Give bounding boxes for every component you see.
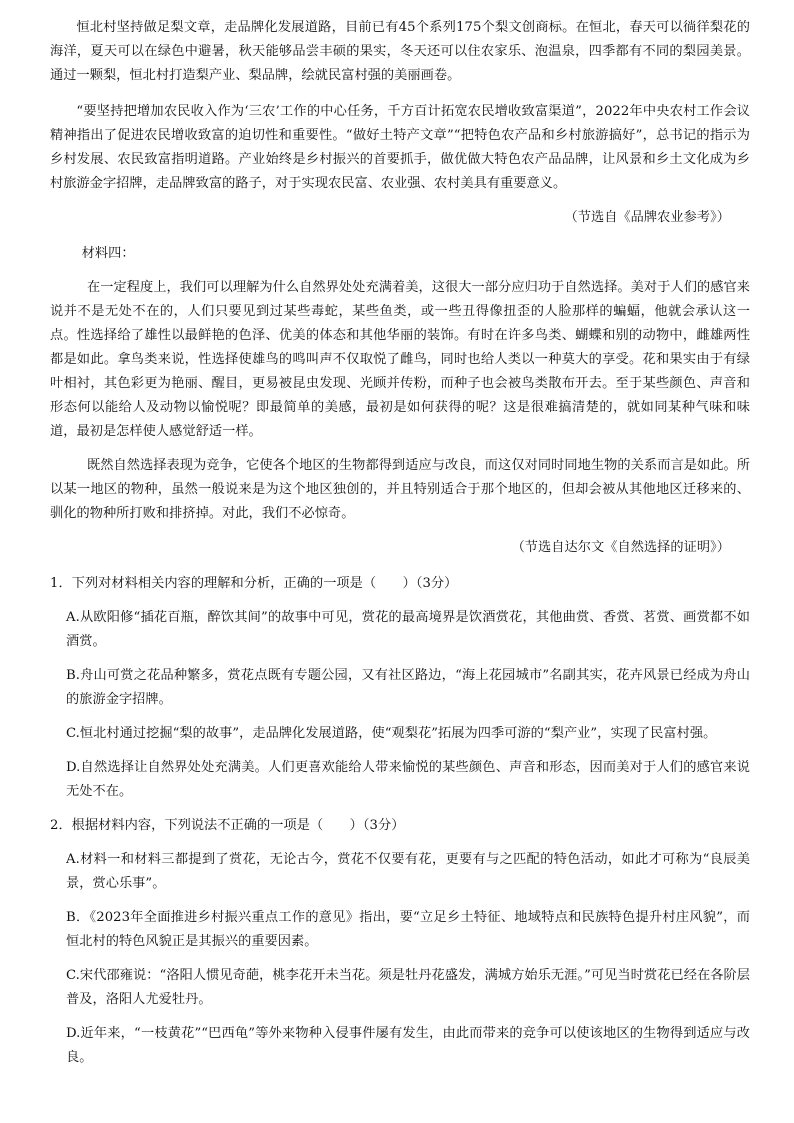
material-heading: 材料四： bbox=[81, 246, 135, 261]
source-citation: （节选自达尔文《自然选择的证明》） bbox=[511, 540, 730, 555]
answer-option: C.恒北村通过挖掘“梨的故事”，走品牌化发展道路，使“观梨花”拓展为四季可游的“梨产业”，实现了民富村强。 bbox=[66, 726, 717, 741]
paragraph-rural-income: “要坚持把增加农民收入作为‘三农’工作的中心任务，千方百计拓宽农民增收致富渠道”，2022年中央农村工作会议精神指出了促进农民增收致富的迫切性和重要性。“做好土特产文章”“把特色农产品和乡村旅游搞好”，总书记的指示为乡村发展、农民致富指明道路。产业始终是乡村振兴的首要抓手，做优做大特色农产品品牌，让风景和乡土文化成为乡村旅游金字招牌，走品牌致富的路子，对于实现农民富、农业强、农村美具有重要意义。 bbox=[50, 104, 750, 191]
paragraph-hengbei: 恒北村坚持做足梨文章，走品牌化发展道路，目前已有45个系列175个梨文创商标。在恒北，春天可以徜徉梨花的海洋，夏天可以在绿色中避暑，秋天能够品尝丰硕的果实，冬天还可以住农家乐、泡温泉，四季都有不同的梨园美景。通过一颗梨，恒北村打造梨产业、梨品牌，绘就民富村强的美丽画卷。 bbox=[50, 20, 750, 83]
answer-option: A.材料一和材料三都提到了赏花，无论古今，赏花不仅要有花，更要有与之匹配的特色活动，如此才可称为“良辰美景，赏心乐事”。 bbox=[66, 852, 750, 891]
question-stem: 2．根据材料内容，下列说法不正确的一项是（ ）（3分） bbox=[50, 818, 405, 833]
answer-option: A.从欧阳修“插花百瓶，醉饮其间”的故事中可见，赏花的最高境界是饮酒赏花，其他曲赏、香赏、茗赏、画赏都不如酒赏。 bbox=[66, 610, 750, 649]
source-citation: （节选自《品牌农业参考》） bbox=[564, 210, 730, 225]
document-content bbox=[50, 16, 750, 1080]
answer-option: C.宋代邵雍说：“洛阳人惯见奇葩，桃李花开未当花。须是牡丹花盛发，满城方始乐无涯。”可见当时赏花已经在各阶层普及，洛阳人尤爱牡丹。 bbox=[66, 968, 750, 1007]
answer-option: D.近年来，“一枝黄花”“巴西龟”等外来物种入侵事件屡有发生，由此而带来的竞争可以使该地区的生物得到适应与改良。 bbox=[66, 1026, 750, 1065]
answer-option: D.自然选择让自然界处处充满美。人们更喜欢能给人带来愉悦的某些颜色、声音和形态，因而美对于人们的感官来说无处不在。 bbox=[66, 760, 750, 799]
paragraph-natural-beauty: 在一定程度上，我们可以理解为什么自然界处处充满着美，这很大一部分应归功于自然选择。美对于人们的感官来说并不是无处不在的，人们只要见到过某些毒蛇，某些鱼类，或一些丑得像扭歪的人脸那样的蝙蝠，他就会承认这一点。性选择给了雄性以最鲜艳的色泽、优美的体态和其他华丽的装饰。有时在许多鸟类、蝴蝶和别的动物中，雌雄两性都是如此。拿鸟类来说，性选择使雄鸟的鸣叫声不仅取悦了雌鸟，同时也给人类以一种莫大的享受。花和果实由于有绿叶相衬，其色彩更为艳丽、醒目，更易被昆虫发现、光顾并传粉，而种子也会被鸟类散布开去。至于某些颜色、声音和形态何以能给人及动物以愉悦呢？即最简单的美感，最初是如何获得的呢？这是很难搞清楚的，就如同某种气味和味道，最初是怎样使人感觉舒适一样。 bbox=[50, 280, 750, 439]
answer-option: B.舟山可赏之花品种繁多，赏花点既有专题公园，又有社区路边，“海上花园城市”名副其实，花卉风景已经成为舟山的旅游金字招牌。 bbox=[66, 668, 750, 707]
answer-option: B．《2023年全面推进乡村振兴重点工作的意见》指出，要“立足乡土特征、地域特点和民族特色提升村庄风貌”，而恒北村的特色风貌正是其振兴的重要因素。 bbox=[66, 910, 750, 949]
question-stem: 1．下列对材料相关内容的理解和分析，正确的一项是（ ）（3分） bbox=[50, 576, 458, 591]
paragraph-competition: 既然自然选择表现为竞争，它使各个地区的生物都得到适应与改良，而这仅对同时同地生物的关系而言是如此。所以某一地区的物种，虽然一般说来是为这个地区独创的，并且特别适合于那个地区的，但却会被从其他地区迁移来的、驯化的物种所打败和排挤掉。对此，我们不必惊奇。 bbox=[50, 458, 750, 521]
